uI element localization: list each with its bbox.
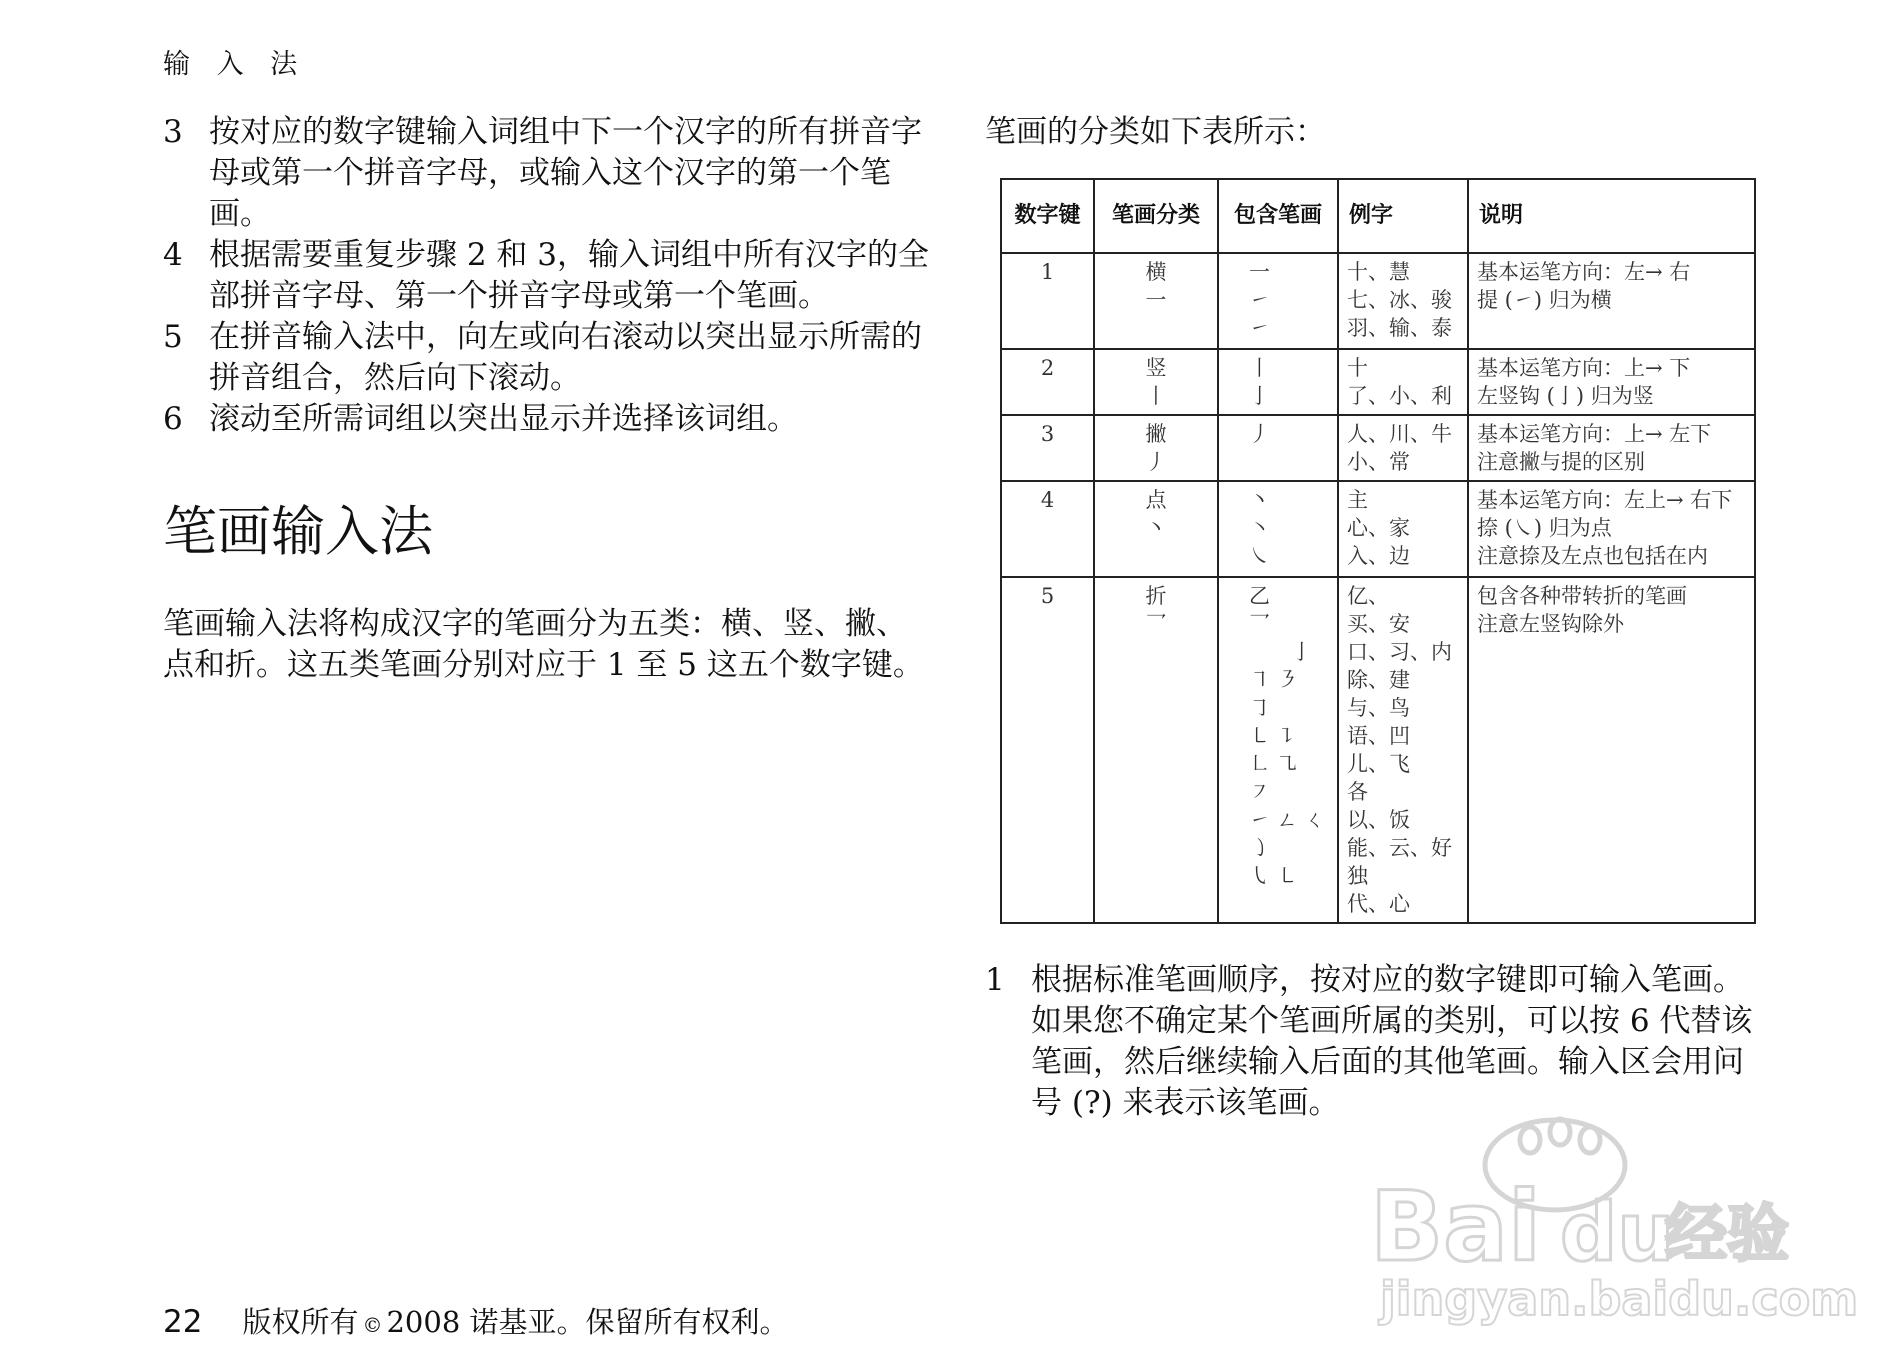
watermark-url: jingyan.baidu.com <box>1380 1272 1859 1326</box>
cell-notes-line: 包含各种带转折的笔画 <box>1477 584 1687 608</box>
cell-examples-line: 入、边 <box>1347 544 1410 568</box>
cell-examples-line: 小、常 <box>1347 450 1410 474</box>
cell-key: 4 <box>1001 481 1094 577</box>
cell-examples-line: 了、小、利 <box>1347 384 1452 408</box>
step-number: 3 <box>163 114 183 150</box>
cell-key: 1 <box>1001 253 1094 349</box>
cell-strokes <box>1218 349 1338 415</box>
cell-strokes <box>1218 415 1338 481</box>
cell-category <box>1094 253 1218 349</box>
cell-strokes-line: 乛 <box>1249 612 1270 636</box>
cell-notes-line: 基本运笔方向：上→ 左下 <box>1477 422 1712 446</box>
stroke-classification-table <box>1000 178 1756 924</box>
cell-examples-line: 各 <box>1347 780 1368 804</box>
step-text: 根据标准笔画顺序，按对应的数字键即可输入笔画。 <box>1031 962 1744 998</box>
cell-examples-line: 心、家 <box>1347 516 1410 540</box>
cell-strokes-line: ㇀ <box>1249 288 1270 312</box>
cell-strokes-line: 亅 <box>1249 384 1270 408</box>
cell-examples-line: 人、川、牛 <box>1347 422 1452 446</box>
watermark-logo-cn: 经验 <box>1665 1197 1790 1270</box>
step-number: 5 <box>163 319 183 355</box>
step-text: 在拼音输入法中，向左或向右滚动以突出显示所需的拼音组合，然后向下滚动。 <box>209 319 922 396</box>
cell-examples-line: 与、鸟 <box>1347 696 1410 720</box>
step-item <box>163 317 933 399</box>
cell-examples <box>1338 415 1468 481</box>
cell-notes-line: 捺 (㇏) 归为点 <box>1477 516 1612 540</box>
cell-examples-line: 口、习、内 <box>1347 640 1452 664</box>
cell-notes-line: 基本运笔方向：上→ 下 <box>1477 356 1691 380</box>
step-number: 4 <box>163 237 183 273</box>
watermark-logo-du: du <box>1560 1186 1675 1279</box>
cell-examples-line: 儿、飞 <box>1347 752 1410 776</box>
cell-category-line: 折 <box>1145 584 1167 608</box>
copyright-symbol: © <box>362 1313 383 1337</box>
cell-examples-line: 除、建 <box>1347 668 1410 692</box>
cell-strokes-line: 丶 <box>1249 488 1270 512</box>
cell-examples <box>1338 577 1468 923</box>
step-number: 6 <box>163 401 183 437</box>
cell-strokes-line: ㇄ ㇊ <box>1249 724 1298 748</box>
cell-examples-line: 亿、 <box>1347 584 1389 608</box>
cell-examples-line: 主 <box>1347 488 1368 512</box>
cell-strokes-line: 丿 <box>1249 422 1270 446</box>
cell-strokes-line: 一 <box>1249 260 1270 284</box>
cell-strokes-line: ㇗ ㇈ <box>1249 752 1298 776</box>
cell-examples-line: 十 <box>1347 356 1368 380</box>
cell-strokes-line: ㇇ <box>1249 780 1270 804</box>
cell-strokes-line: 乙 <box>1249 584 1270 608</box>
cell-notes <box>1468 577 1755 923</box>
cell-examples-line: 以、饭 <box>1347 808 1410 832</box>
step-item <box>163 112 933 235</box>
cell-notes-line: 左竖钩 (亅) 归为竖 <box>1477 384 1654 408</box>
cell-examples-line: 七、冰、骏 <box>1347 288 1452 312</box>
cell-key: 3 <box>1001 415 1094 481</box>
copyright-text: 2008 诺基亚。保留所有权利。 <box>386 1305 789 1339</box>
step-item <box>163 235 933 317</box>
cell-examples-line: 语、凹 <box>1347 724 1410 748</box>
copyright-prefix: 版权所有 <box>242 1305 359 1339</box>
cell-category-line: 乛 <box>1145 612 1167 636</box>
cell-category-line: 一 <box>1145 288 1167 312</box>
cell-category-line: 丿 <box>1145 450 1167 474</box>
cell-strokes-line: ㇁ <box>1249 836 1270 860</box>
page-number: 22 <box>163 1304 203 1340</box>
cell-strokes <box>1218 577 1338 923</box>
cell-category-line: 丶 <box>1145 516 1167 540</box>
cell-strokes-line: ㇀ <box>1249 316 1270 340</box>
cell-category <box>1094 415 1218 481</box>
table-row <box>1001 349 1755 415</box>
cell-notes-line: 注意左竖钩除外 <box>1477 612 1624 636</box>
cell-strokes-line: ㇆ <box>1249 696 1270 720</box>
table-row <box>1001 415 1755 481</box>
cell-strokes-line: 丨 <box>1249 356 1270 380</box>
header-cell-notes: 说明 <box>1468 179 1755 253</box>
cell-strokes <box>1218 253 1338 349</box>
header-cell-examples: 例字 <box>1338 179 1468 253</box>
cell-examples <box>1338 349 1468 415</box>
cell-notes <box>1468 253 1755 349</box>
table-row <box>1001 481 1755 577</box>
cell-category <box>1094 481 1218 577</box>
page-footer <box>163 1300 789 1341</box>
cell-strokes-line: ㇀ ㄥ ㄑ <box>1249 808 1326 832</box>
step-item <box>163 399 933 440</box>
right-column-caption <box>985 112 1765 153</box>
cell-examples-line: 十、慧 <box>1347 260 1410 284</box>
step-text: 滚动至所需词组以突出显示并选择该词组。 <box>209 401 798 437</box>
baidu-jingyan-watermark <box>1350 1110 1859 1330</box>
cell-examples <box>1338 253 1468 349</box>
right-column-steps <box>985 960 1765 1124</box>
header-cell-category: 笔画分类 <box>1094 179 1218 253</box>
cell-notes-line: 注意捺及左点也包括在内 <box>1477 544 1708 568</box>
cell-category-line: 竖 <box>1145 356 1167 380</box>
step-text: 按对应的数字键输入词组中下一个汉字的所有拼音字母或第一个拼音字母，或输入这个汉字的第一个笔画。 <box>209 114 922 232</box>
cell-examples-line: 买、安 <box>1347 612 1410 636</box>
cell-notes <box>1468 349 1755 415</box>
intro-paragraph: 笔画输入法将构成汉字的笔画分为五类：横、竖、撇、点和折。这五类笔画分别对应于 1 至 5 这五个数字键。 <box>163 606 924 683</box>
section-title: 笔画输入法 <box>163 500 433 563</box>
cell-examples-line: 独 <box>1347 864 1368 888</box>
header-cell-key: 数字键 <box>1001 179 1094 253</box>
left-column <box>163 112 933 686</box>
cell-strokes-line: ㇂ ㇄ <box>1249 864 1298 888</box>
cell-notes-line: 注意撇与提的区别 <box>1477 450 1645 474</box>
step-item <box>985 960 1765 1001</box>
cell-category-line: 横 <box>1145 260 1167 284</box>
cell-examples-line: 代、心 <box>1347 892 1410 916</box>
cell-notes-line: 基本运笔方向：左→ 右 <box>1477 260 1691 284</box>
cell-strokes-line: ㇏ <box>1249 544 1270 568</box>
cell-examples <box>1338 481 1468 577</box>
table-header-row <box>1001 179 1755 253</box>
cell-strokes-line: ㇔ <box>1249 516 1270 540</box>
cell-examples-line: 羽、输、泰 <box>1347 316 1452 340</box>
cell-strokes-line: 亅 <box>1249 640 1312 664</box>
table-row <box>1001 253 1755 349</box>
cell-examples-line: 能、云、好 <box>1347 836 1452 860</box>
step-text: 根据需要重复步骤 2 和 3，输入词组中所有汉字的全部拼音字母、第一个拼音字母或第一个笔画。 <box>209 237 930 314</box>
page-section-label: 输 入 法 <box>163 49 307 80</box>
cell-key: 2 <box>1001 349 1094 415</box>
cell-notes-line: 提 (㇀) 归为横 <box>1477 288 1612 312</box>
cell-strokes <box>1218 481 1338 577</box>
table-caption: 笔画的分类如下表所示： <box>985 114 1326 150</box>
cell-category-line: 丨 <box>1145 384 1167 408</box>
cell-category <box>1094 349 1218 415</box>
step-number: 1 <box>985 962 1005 998</box>
cell-notes-line: 基本运笔方向：左上→ 右下 <box>1477 488 1733 512</box>
table-row <box>1001 577 1755 923</box>
cell-category-line: 撇 <box>1145 422 1167 446</box>
watermark-logo-main: Bai <box>1370 1171 1541 1283</box>
cell-key: 5 <box>1001 577 1094 923</box>
cell-category <box>1094 577 1218 923</box>
cell-notes <box>1468 481 1755 577</box>
cell-notes <box>1468 415 1755 481</box>
step-sub-paragraph: 如果您不确定某个笔画所属的类别，可以按 6 代替该笔画，然后继续输入后面的其他笔画。输入区会用问号 (?) 来表示该笔画。 <box>1031 1003 1753 1121</box>
header-cell-strokes: 包含笔画 <box>1218 179 1338 253</box>
cell-category-line: 点 <box>1145 488 1167 512</box>
cell-strokes-line: ㇕ ㇋ <box>1249 668 1298 692</box>
